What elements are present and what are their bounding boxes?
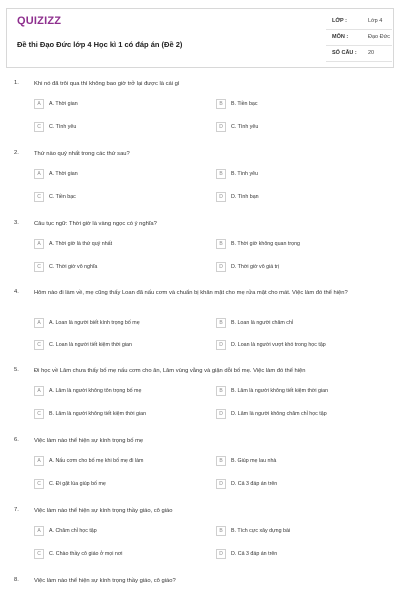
- option-text: B. Lâm là người không tiết kiệm thời gian: [231, 388, 329, 394]
- answer-option[interactable]: [34, 192, 194, 202]
- question-text: Việc làm nào thể hiện sự kính trọng thầy giáo, cô giáo: [34, 508, 173, 514]
- answer-option[interactable]: [34, 262, 194, 272]
- option-text: D. Tình bạn: [231, 194, 259, 200]
- meta-row-subject: [326, 31, 392, 46]
- answer-option[interactable]: [216, 122, 376, 132]
- option-letter-box: D: [216, 409, 226, 419]
- option-text: C. Chào thầy cô giáo ở mọi nơi: [49, 551, 123, 557]
- option-letter-box: D: [216, 262, 226, 272]
- meta-row-count: [326, 47, 392, 62]
- option-letter-box: C: [34, 479, 44, 489]
- question-text: Đi học về Lâm chưa thấy bố mẹ nấu cơm cho ăn, Lâm vùng vằng và giận dỗi bố mẹ. Việc làm đó thể hiện: [34, 368, 306, 374]
- question-number: 7.: [14, 507, 19, 513]
- option-text: A. Thời gian: [49, 171, 78, 177]
- option-text: C. Thời giờ vô nghĩa: [49, 264, 98, 270]
- answer-option[interactable]: [216, 386, 376, 396]
- meta-label: LỚP :: [332, 18, 347, 24]
- option-letter-box: C: [34, 549, 44, 559]
- option-letter-box: B: [216, 239, 226, 249]
- option-text: B. Tích cực xây dựng bài: [231, 528, 291, 534]
- meta-label: SỐ CÂU :: [332, 50, 357, 56]
- option-text: D. Loan là người vượt khó trong học tập: [231, 342, 326, 348]
- option-letter-box: B: [216, 318, 226, 328]
- option-text: C. Tình yêu: [231, 124, 259, 130]
- option-letter-box: B: [216, 456, 226, 466]
- question-number: 1.: [14, 80, 19, 86]
- answer-option[interactable]: [216, 239, 376, 249]
- question-text: Khi nó đã trôi qua thì không bao giờ trở lại được là cái gì: [34, 81, 180, 87]
- option-letter-box: A: [34, 386, 44, 396]
- question-number: 8.: [14, 577, 19, 583]
- question-number: 3.: [14, 220, 19, 226]
- answer-option[interactable]: [216, 526, 376, 536]
- option-letter-box: B: [216, 99, 226, 109]
- option-letter-box: C: [34, 340, 44, 350]
- quizizz-logo: QUIZIZZ: [17, 15, 62, 27]
- option-letter-box: B: [216, 526, 226, 536]
- option-text: C. Đi gặt lúa giúp bố mẹ: [49, 481, 106, 487]
- option-text: A. Chăm chỉ học tập: [49, 528, 97, 534]
- option-text: C. Tiền bạc: [49, 194, 76, 200]
- option-letter-box: B: [216, 386, 226, 396]
- option-text: A. Thời gian: [49, 101, 78, 107]
- option-letter-box: A: [34, 456, 44, 466]
- option-text: B. Tiền bạc: [231, 101, 258, 107]
- option-text: D. Lâm là người không chăm chỉ học tập: [231, 411, 327, 417]
- answer-option[interactable]: [216, 318, 376, 328]
- option-text: B. Tình yêu: [231, 171, 258, 177]
- option-letter-box: C: [34, 192, 44, 202]
- answer-option[interactable]: [216, 192, 376, 202]
- answer-option[interactable]: [216, 340, 376, 350]
- meta-value: 20: [368, 50, 375, 56]
- answer-option[interactable]: [34, 549, 194, 559]
- option-text: A. Lâm là người không tôn trọng bố mẹ: [49, 388, 142, 394]
- question-text: Câu tục ngữ: Thời giờ là vàng ngọc có ý nghĩa?: [34, 221, 157, 227]
- option-text: A. Thời giờ là thứ quý nhất: [49, 241, 113, 247]
- meta-row-grade: [326, 15, 392, 30]
- option-text: A. Nấu cơm cho bố mẹ khi bố mẹ đi làm: [49, 458, 144, 464]
- option-letter-box: A: [34, 169, 44, 179]
- meta-value: Đạo Đức: [368, 34, 391, 40]
- question-text: Việc làm nào thể hiện sự kính trọng bố mẹ: [34, 438, 144, 444]
- option-text: B. Loan là người chăm chỉ: [231, 320, 294, 326]
- question-number: 5.: [14, 367, 19, 373]
- answer-option[interactable]: [216, 479, 376, 489]
- question-number: 4.: [14, 289, 19, 295]
- answer-option[interactable]: [216, 99, 376, 109]
- answer-option[interactable]: [34, 526, 194, 536]
- answer-option[interactable]: [34, 99, 194, 109]
- answer-option[interactable]: [216, 549, 376, 559]
- question-text: Hôm nào đi làm về, mẹ cũng thấy Loan đã nấu cơm và chuẩn bị khăn mặt cho mẹ rửa mặt cho mát. Việc làm đó thể hiện?: [34, 290, 348, 296]
- option-letter-box: D: [216, 192, 226, 202]
- worksheet-header: [6, 8, 394, 68]
- document-title: Đề thi Đạo Đức lớp 4 Học kì 1 có đáp án (Đề 2): [17, 40, 183, 49]
- option-text: D. Cả 3 đáp án trên: [231, 481, 278, 487]
- answer-option[interactable]: [216, 409, 376, 419]
- option-text: A. Loan là người biết kính trọng bố mẹ: [49, 320, 140, 326]
- option-letter-box: C: [34, 262, 44, 272]
- option-letter-box: A: [34, 526, 44, 536]
- answer-option[interactable]: [34, 456, 194, 466]
- option-letter-box: A: [34, 318, 44, 328]
- question-number: 6.: [14, 437, 19, 443]
- answer-option[interactable]: [34, 169, 194, 179]
- answer-option[interactable]: [216, 169, 376, 179]
- option-text: D. Thời giờ vô giá trị: [231, 264, 280, 270]
- option-letter-box: D: [216, 340, 226, 350]
- option-letter-box: B: [216, 169, 226, 179]
- meta-table: [326, 15, 392, 63]
- answer-option[interactable]: [34, 409, 194, 419]
- question-number: 2.: [14, 150, 19, 156]
- option-text: C. Loan là người tiết kiệm thời gian: [49, 342, 132, 348]
- option-text: B. Thời giờ không quan trọng: [231, 241, 300, 247]
- option-text: C. Tình yêu: [49, 124, 77, 130]
- option-letter-box: D: [216, 122, 226, 132]
- option-letter-box: D: [216, 479, 226, 489]
- answer-option[interactable]: [34, 340, 194, 350]
- answer-option[interactable]: [34, 479, 194, 489]
- answer-option[interactable]: [216, 262, 376, 272]
- option-letter-box: C: [34, 409, 44, 419]
- option-letter-box: D: [216, 549, 226, 559]
- answer-option[interactable]: [34, 239, 194, 249]
- meta-label: MÔN :: [332, 34, 349, 40]
- option-text: D. Cả 3 đáp án trên: [231, 551, 278, 557]
- answer-option[interactable]: [216, 456, 376, 466]
- question-text: Việc làm nào thể hiện sự kính trọng thầy giáo, cô giáo?: [34, 578, 176, 584]
- option-text: B. Lâm là người không tiết kiệm thời gian: [49, 411, 147, 417]
- answer-option[interactable]: [34, 318, 194, 328]
- option-letter-box: A: [34, 99, 44, 109]
- option-letter-box: A: [34, 239, 44, 249]
- answer-option[interactable]: [34, 122, 194, 132]
- option-text: B. Giúp mẹ lau nhà: [231, 458, 277, 464]
- question-text: Thứ nào quý nhất trong các thứ sau?: [34, 151, 130, 157]
- option-letter-box: C: [34, 122, 44, 132]
- meta-value: Lớp 4: [368, 18, 383, 24]
- answer-option[interactable]: [34, 386, 194, 396]
